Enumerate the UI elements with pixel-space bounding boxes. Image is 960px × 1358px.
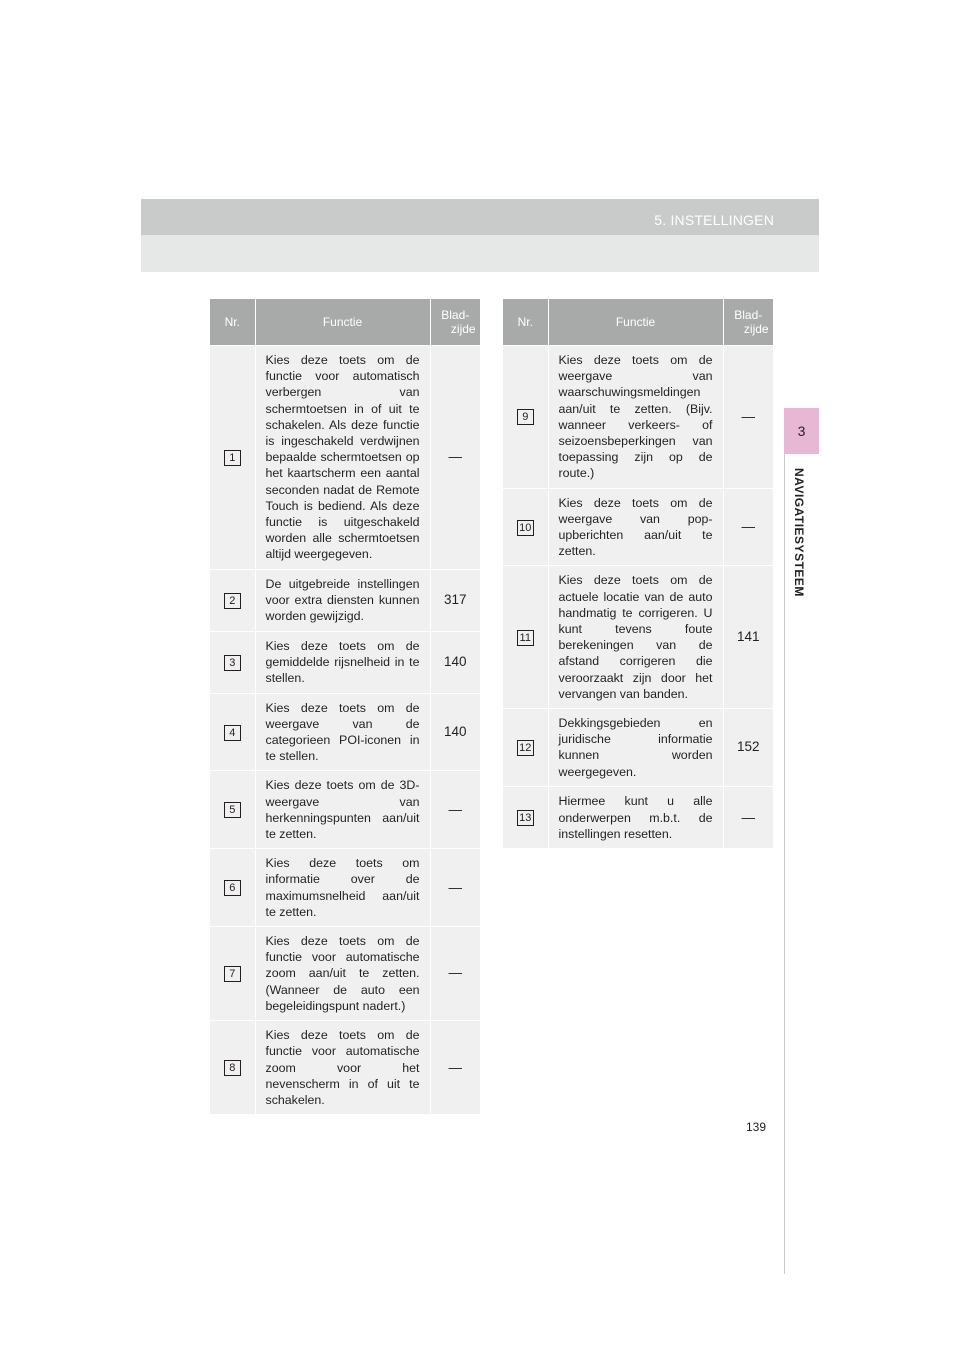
table-row (210, 771, 480, 849)
item-description: Kies deze toets om de weergave van pop-upberichten aan/uit te zetten. (548, 488, 723, 566)
chapter-tab (784, 408, 819, 454)
item-description: Kies deze toets om de gemiddelde rijsnelheid in te stellen. (255, 631, 430, 693)
item-number-badge: 9 (517, 409, 534, 425)
item-page-ref: 140 (430, 693, 480, 771)
item-description: Kies deze toets om de 3D-weergave van herkenningspunten aan/uit te zetten. (255, 771, 430, 849)
item-page-ref: — (723, 786, 773, 848)
table-row (210, 849, 480, 927)
column-header-page-line1: Blad- (734, 308, 763, 322)
item-page-ref: — (430, 1021, 480, 1115)
table-row (503, 488, 773, 566)
item-description: Dekkingsgebieden en juridische informatie kunnen worden weergegeven. (548, 709, 723, 787)
item-number-badge: 10 (517, 520, 534, 536)
column-header-function: Functie (548, 299, 723, 346)
item-page-ref: 140 (430, 631, 480, 693)
item-description: Kies deze toets om de functie voor automatische zoom aan/uit te zetten. (Wanneer de auto een begeleidingspunt nadert.) (255, 927, 430, 1021)
chapter-divider (784, 454, 785, 1274)
item-page-ref: — (430, 927, 480, 1021)
column-header-function: Functie (255, 299, 430, 346)
item-number-badge: 7 (224, 966, 241, 982)
column-header-page (430, 299, 480, 346)
table-row (210, 346, 480, 570)
table-row (503, 786, 773, 848)
item-description: Kies deze toets om informatie over de maximumsnelheid aan/uit te zetten. (255, 849, 430, 927)
table-row (210, 927, 480, 1021)
section-title: 5. INSTELLINGEN (654, 212, 774, 228)
settings-table-left (210, 299, 480, 1114)
item-description: Kies deze toets om de functie voor automatische zoom voor het nevenscherm in of uit te schakelen. (255, 1021, 430, 1115)
table-row (210, 569, 480, 631)
column-header-page-line1: Blad- (441, 308, 470, 322)
table-row (210, 693, 480, 771)
table-header-row (503, 299, 773, 346)
item-description: Hiermee kunt u alle onderwerpen m.b.t. de instellingen resetten. (548, 786, 723, 848)
page-number: 139 (746, 1120, 767, 1134)
item-page-ref: 152 (723, 709, 773, 787)
item-number-badge: 13 (517, 810, 534, 826)
item-page-ref: — (723, 346, 773, 489)
column-header-nr: Nr. (503, 299, 548, 346)
item-number-badge: 4 (224, 725, 241, 741)
item-page-ref: 317 (430, 569, 480, 631)
item-page-ref: — (430, 771, 480, 849)
header-subband (141, 235, 819, 272)
column-header-page-line2: zijde (450, 322, 476, 336)
item-number-badge: 5 (224, 802, 241, 818)
settings-table-right (503, 299, 773, 848)
item-page-ref: — (430, 849, 480, 927)
item-description: Kies deze toets om de weergave van waarschuwingsmeldingen aan/uit te zetten. (Bijv. wanneer verkeers- of seizoensbeperkingen van toepassing zijn op de route.) (548, 346, 723, 489)
item-number-badge: 1 (224, 450, 241, 466)
item-page-ref: — (723, 488, 773, 566)
item-number-badge: 3 (224, 655, 241, 671)
table-row (210, 1021, 480, 1115)
item-page-ref: — (430, 346, 480, 570)
item-page-ref: 141 (723, 566, 773, 709)
item-number-badge: 12 (517, 740, 534, 756)
item-description: Kies deze toets om de weergave van de categorieen POI-iconen in te stellen. (255, 693, 430, 771)
item-description: Kies deze toets om de actuele locatie van de auto handmatig te corrigeren. U kunt tevens foute berekeningen van de afstand corrigeren die veroorzaakt zijn door het vervangen van banden. (548, 566, 723, 709)
column-header-page (723, 299, 773, 346)
table-row (503, 709, 773, 787)
column-header-page-line2: zijde (743, 322, 769, 336)
table-row (503, 566, 773, 709)
table-row (210, 631, 480, 693)
column-header-nr: Nr. (210, 299, 255, 346)
chapter-number: 3 (797, 423, 806, 439)
item-number-badge: 8 (224, 1060, 241, 1076)
item-number-badge: 2 (224, 593, 241, 609)
item-description: Kies deze toets om de functie voor automatisch verbergen van schermtoetsen in of uit te schakelen. Als deze functie is ingeschakeld verdwijnen bepaalde schermtoetsen op het kaartscherm een aantal seconden nadat de Remote Touch is bediend. Als deze functie is uitgeschakeld worden alle schermtoetsen altijd weergegeven. (255, 346, 430, 570)
item-number-badge: 11 (517, 630, 534, 646)
table-header-row (210, 299, 480, 346)
item-description: De uitgebreide instellingen voor extra diensten kunnen worden gewijzigd. (255, 569, 430, 631)
chapter-label: NAVIGATIESYSTEEM (792, 468, 806, 597)
table-row (503, 346, 773, 489)
item-number-badge: 6 (224, 880, 241, 896)
